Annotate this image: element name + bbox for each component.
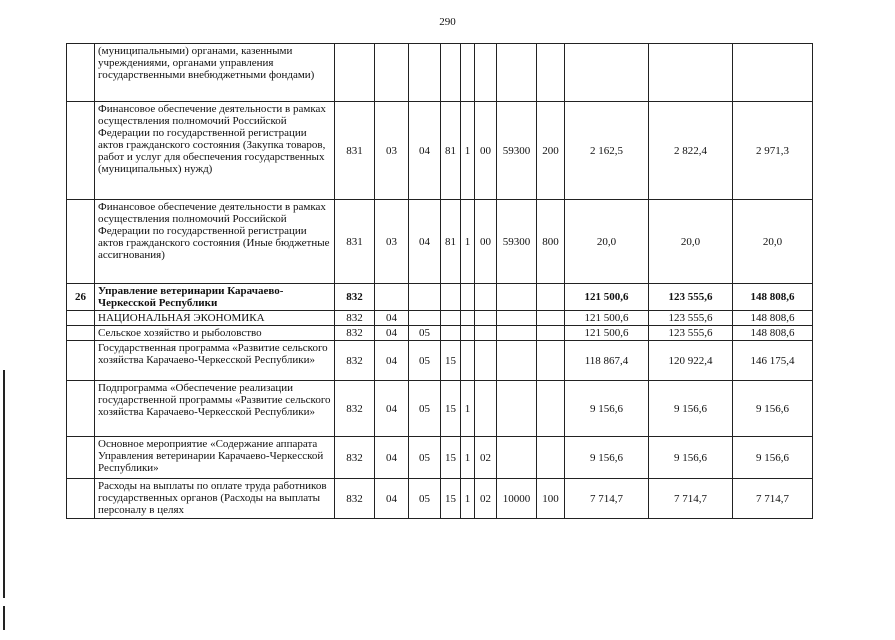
subprogram-code-cell xyxy=(461,44,475,102)
subsection-code-cell: 04 xyxy=(409,102,441,200)
value-year-2-cell: 123 555,6 xyxy=(649,284,733,311)
subsection-code-cell: 05 xyxy=(409,479,441,519)
description-cell: Финансовое обеспечение деятельности в рамках осуществления полномочий Российской Федерации по государственной регистрации актов гражданского состояния (Закупка товаров, работ и услуг для обеспечения государственных (муниципальных) нужд) xyxy=(95,102,335,200)
expense-type-code-cell: 800 xyxy=(537,200,565,284)
program-code-cell xyxy=(441,284,461,311)
activity-code-cell xyxy=(475,44,497,102)
table-row xyxy=(67,311,813,326)
description-cell: Финансовое обеспечение деятельности в рамках осуществления полномочий Российской Федерации по государственной регистрации актов гражданского состояния (Иные бюджетные ассигнования) xyxy=(95,200,335,284)
value-year-2-cell: 9 156,6 xyxy=(649,381,733,437)
table-row xyxy=(67,326,813,341)
admin-code-cell: 832 xyxy=(335,341,375,381)
subprogram-code-cell: 1 xyxy=(461,479,475,519)
budget-table xyxy=(66,43,813,519)
direction-code-cell xyxy=(497,44,537,102)
admin-code-cell: 832 xyxy=(335,381,375,437)
section-code-cell: 04 xyxy=(375,437,409,479)
table-row xyxy=(67,200,813,284)
subprogram-code-cell: 1 xyxy=(461,437,475,479)
margin-mark-upper xyxy=(3,370,5,598)
description-cell: Подпрограмма «Обеспечение реализации государственной программы «Развитие сельского хозяйства Карачаево-Черкесской Республики» xyxy=(95,381,335,437)
row-number-cell xyxy=(67,437,95,479)
row-number-cell xyxy=(67,200,95,284)
activity-code-cell: 00 xyxy=(475,200,497,284)
value-year-1-cell: 20,0 xyxy=(565,200,649,284)
expense-type-code-cell xyxy=(537,326,565,341)
section-code-cell xyxy=(375,44,409,102)
margin-mark-lower xyxy=(3,606,5,630)
activity-code-cell xyxy=(475,311,497,326)
admin-code-cell: 832 xyxy=(335,326,375,341)
budget-table-body xyxy=(67,44,813,519)
value-year-2-cell: 123 555,6 xyxy=(649,311,733,326)
section-code-cell: 04 xyxy=(375,311,409,326)
row-number-cell xyxy=(67,479,95,519)
admin-code-cell: 832 xyxy=(335,284,375,311)
direction-code-cell: 59300 xyxy=(497,102,537,200)
program-code-cell: 15 xyxy=(441,341,461,381)
subprogram-code-cell xyxy=(461,284,475,311)
program-code-cell: 15 xyxy=(441,437,461,479)
table-row xyxy=(67,44,813,102)
value-year-1-cell: 9 156,6 xyxy=(565,381,649,437)
direction-code-cell: 59300 xyxy=(497,200,537,284)
section-code-cell: 04 xyxy=(375,341,409,381)
activity-code-cell xyxy=(475,341,497,381)
row-number-cell xyxy=(67,102,95,200)
direction-code-cell: 10000 xyxy=(497,479,537,519)
value-year-1-cell: 121 500,6 xyxy=(565,326,649,341)
activity-code-cell xyxy=(475,326,497,341)
admin-code-cell: 831 xyxy=(335,102,375,200)
program-code-cell xyxy=(441,311,461,326)
program-code-cell xyxy=(441,44,461,102)
subsection-code-cell: 04 xyxy=(409,200,441,284)
table-row xyxy=(67,341,813,381)
direction-code-cell xyxy=(497,326,537,341)
expense-type-code-cell: 200 xyxy=(537,102,565,200)
program-code-cell: 81 xyxy=(441,102,461,200)
expense-type-code-cell xyxy=(537,44,565,102)
expense-type-code-cell xyxy=(537,341,565,381)
direction-code-cell xyxy=(497,311,537,326)
direction-code-cell xyxy=(497,381,537,437)
direction-code-cell xyxy=(497,284,537,311)
activity-code-cell: 02 xyxy=(475,437,497,479)
subsection-code-cell: 05 xyxy=(409,381,441,437)
value-year-2-cell: 7 714,7 xyxy=(649,479,733,519)
value-year-1-cell: 121 500,6 xyxy=(565,311,649,326)
table-row xyxy=(67,102,813,200)
subprogram-code-cell xyxy=(461,341,475,381)
value-year-3-cell: 7 714,7 xyxy=(733,479,813,519)
row-number-cell xyxy=(67,341,95,381)
admin-code-cell: 832 xyxy=(335,437,375,479)
admin-code-cell: 832 xyxy=(335,311,375,326)
table-row xyxy=(67,437,813,479)
description-cell: Сельское хозяйство и рыболовство xyxy=(95,326,335,341)
subprogram-code-cell: 1 xyxy=(461,102,475,200)
section-code-cell: 04 xyxy=(375,381,409,437)
activity-code-cell xyxy=(475,284,497,311)
description-cell: Управление ветеринарии Карачаево-Черкесской Республики xyxy=(95,284,335,311)
direction-code-cell xyxy=(497,341,537,381)
value-year-2-cell xyxy=(649,44,733,102)
subsection-code-cell: 05 xyxy=(409,341,441,381)
subprogram-code-cell xyxy=(461,311,475,326)
value-year-3-cell xyxy=(733,44,813,102)
value-year-1-cell: 121 500,6 xyxy=(565,284,649,311)
value-year-3-cell: 148 808,6 xyxy=(733,311,813,326)
subprogram-code-cell xyxy=(461,326,475,341)
value-year-1-cell: 118 867,4 xyxy=(565,341,649,381)
table-row xyxy=(67,479,813,519)
section-code-cell: 04 xyxy=(375,479,409,519)
subsection-code-cell: 05 xyxy=(409,437,441,479)
value-year-2-cell: 2 822,4 xyxy=(649,102,733,200)
section-code-cell xyxy=(375,284,409,311)
value-year-2-cell: 20,0 xyxy=(649,200,733,284)
description-cell: НАЦИОНАЛЬНАЯ ЭКОНОМИКА xyxy=(95,311,335,326)
description-cell: Государственная программа «Развитие сельского хозяйства Карачаево-Черкесской Республики» xyxy=(95,341,335,381)
program-code-cell xyxy=(441,326,461,341)
row-number-cell xyxy=(67,381,95,437)
admin-code-cell xyxy=(335,44,375,102)
value-year-1-cell xyxy=(565,44,649,102)
expense-type-code-cell xyxy=(537,437,565,479)
subsection-code-cell: 05 xyxy=(409,326,441,341)
section-code-cell: 04 xyxy=(375,326,409,341)
row-number-cell xyxy=(67,311,95,326)
row-number-cell xyxy=(67,44,95,102)
admin-code-cell: 831 xyxy=(335,200,375,284)
value-year-3-cell: 9 156,6 xyxy=(733,437,813,479)
expense-type-code-cell xyxy=(537,381,565,437)
value-year-2-cell: 123 555,6 xyxy=(649,326,733,341)
expense-type-code-cell xyxy=(537,311,565,326)
value-year-3-cell: 20,0 xyxy=(733,200,813,284)
value-year-1-cell: 9 156,6 xyxy=(565,437,649,479)
value-year-3-cell: 2 971,3 xyxy=(733,102,813,200)
value-year-1-cell: 7 714,7 xyxy=(565,479,649,519)
table-row xyxy=(67,381,813,437)
table-row xyxy=(67,284,813,311)
value-year-2-cell: 120 922,4 xyxy=(649,341,733,381)
value-year-2-cell: 9 156,6 xyxy=(649,437,733,479)
subprogram-code-cell: 1 xyxy=(461,200,475,284)
subsection-code-cell xyxy=(409,311,441,326)
expense-type-code-cell: 100 xyxy=(537,479,565,519)
value-year-3-cell: 9 156,6 xyxy=(733,381,813,437)
section-code-cell: 03 xyxy=(375,200,409,284)
page-number: 290 xyxy=(439,16,456,28)
direction-code-cell xyxy=(497,437,537,479)
activity-code-cell: 00 xyxy=(475,102,497,200)
activity-code-cell: 02 xyxy=(475,479,497,519)
value-year-3-cell: 146 175,4 xyxy=(733,341,813,381)
value-year-3-cell: 148 808,6 xyxy=(733,284,813,311)
expense-type-code-cell xyxy=(537,284,565,311)
description-cell: Основное мероприятие «Содержание аппарата Управления ветеринарии Карачаево-Черкесской Республики» xyxy=(95,437,335,479)
activity-code-cell xyxy=(475,381,497,437)
row-number-cell xyxy=(67,326,95,341)
program-code-cell: 15 xyxy=(441,479,461,519)
description-cell: Расходы на выплаты по оплате труда работников государственных органов (Расходы на выплаты персоналу в целях xyxy=(95,479,335,519)
subprogram-code-cell: 1 xyxy=(461,381,475,437)
program-code-cell: 81 xyxy=(441,200,461,284)
value-year-3-cell: 148 808,6 xyxy=(733,326,813,341)
program-code-cell: 15 xyxy=(441,381,461,437)
description-cell: (муниципальными) органами, казенными учреждениями, органами управления государственными внебюджетными фондами) xyxy=(95,44,335,102)
section-code-cell: 03 xyxy=(375,102,409,200)
subsection-code-cell xyxy=(409,44,441,102)
subsection-code-cell xyxy=(409,284,441,311)
row-number-cell: 26 xyxy=(67,284,95,311)
value-year-1-cell: 2 162,5 xyxy=(565,102,649,200)
admin-code-cell: 832 xyxy=(335,479,375,519)
